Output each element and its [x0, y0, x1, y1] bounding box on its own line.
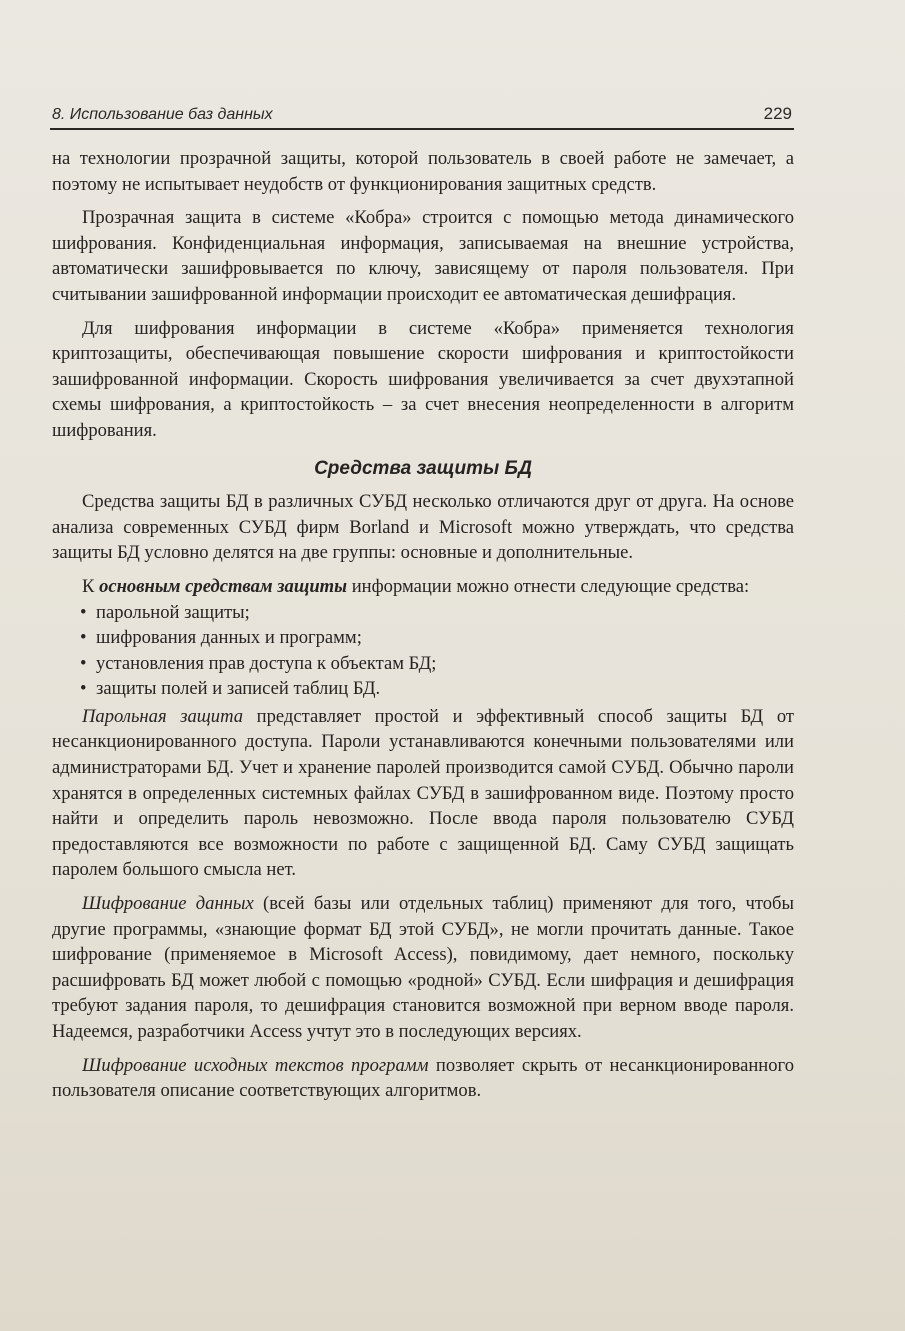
paragraph-cryptoprotection: Для шифрования информации в системе «Кобра» применяется технология криптозащиты, обеспечивающая повышение скорости шифрования и криптостойкости зашифрованной информации. Скорость шифрования увеличивается за счет двухэтапной схемы шифрования, а криптостойкость – за счет внесения неопределенности в алгоритм шифрования.: [52, 317, 794, 441]
source-encryption-term: Шифрование исходных текстов программ: [82, 1054, 429, 1076]
section-heading: Средства защиты БД: [314, 457, 532, 479]
paragraph-data-encryption: [52, 891, 794, 1045]
paragraph-transparent-protection: Прозрачная защита в системе «Кобра» строится с помощью метода динамического шифрования. Конфиденциальная информация, записываемая на внешние устройства, автоматически зашифровывается по ключу, зависящему от пароля пользователя. При считывании зашифрованной информации происходит ее автоматическая дешифрация.: [52, 207, 794, 305]
list-item: • установления прав доступа к объектам БД;: [80, 651, 794, 677]
paragraph-main-tools: [52, 574, 794, 600]
page-header: [50, 104, 794, 130]
paragraph-continuation: на технологии прозрачной защиты, которой пользователь в своей работе не замечает, а поэтому не испытывает неудобств от функционирования защитных средств.: [52, 148, 794, 195]
password-protection-term: Парольная защита: [82, 705, 244, 727]
list-item: • шифрования данных и программ;: [80, 625, 794, 651]
paragraph-password-protection: [52, 704, 794, 883]
data-encryption-term: Шифрование данных: [82, 893, 254, 915]
main-tools-emphasis: основным средствам защиты: [99, 575, 348, 597]
page-body: [52, 146, 794, 1112]
list-item: • парольной защиты;: [80, 600, 794, 626]
main-tools-start: К: [82, 575, 100, 597]
paragraph-source-encryption: [52, 1053, 794, 1104]
protection-tools-list: [52, 600, 794, 702]
list-item: • защиты полей и записей таблиц БД.: [80, 676, 794, 702]
password-protection-text: представляет простой и эффективный способ защиты БД от несанкционированного доступа. Пароли устанавливаются конечными пользователями или администраторами БД. Учет и хранение паролей производится самой СУБД. Обычно пароли хранятся в определенных системных файлах СУБД в зашифрованном виде. Поэтому просто найти и определить пароль невозможно. После ввода пароля пользователю СУБД предоставляются все возможности по работе с защищенной БД. Саму СУБД защищать паролем большого смысла нет.: [52, 705, 795, 881]
page-number: 229: [763, 104, 792, 123]
paragraph-db-protection-tools: Средства защиты БД в различных СУБД несколько отличаются друг от друга. На основе анализа современных СУБД фирм Borland и Microsoft можно утверждать, что средства защиты БД условно делятся на две группы: основные и дополнительные.: [52, 491, 794, 564]
source-encryption-text: позволяет скрыть от несанкционированного пользователя описание соответствующих алгоритмов.: [52, 1054, 794, 1102]
main-tools-end: информации можно отнести следующие средства:: [347, 575, 750, 597]
data-encryption-text: (всей базы или отдельных таблиц) применяют для того, чтобы другие программы, «знающие формат БД этой СУБД», не могли прочитать данные. Такое шифрование (применяемое в Microsoft Access), повидимому, дает немного, поскольку расшифровать БД может любой с помощью «родной» СУБД. Если шифрация и дешифрация требуют задания пароля, то дешифрация становится возможной при верном вводе пароля. Надеемся, разработчики Access учтут это в последующих версиях.: [52, 893, 795, 1042]
running-head: 8. Использование баз данных: [52, 106, 273, 123]
